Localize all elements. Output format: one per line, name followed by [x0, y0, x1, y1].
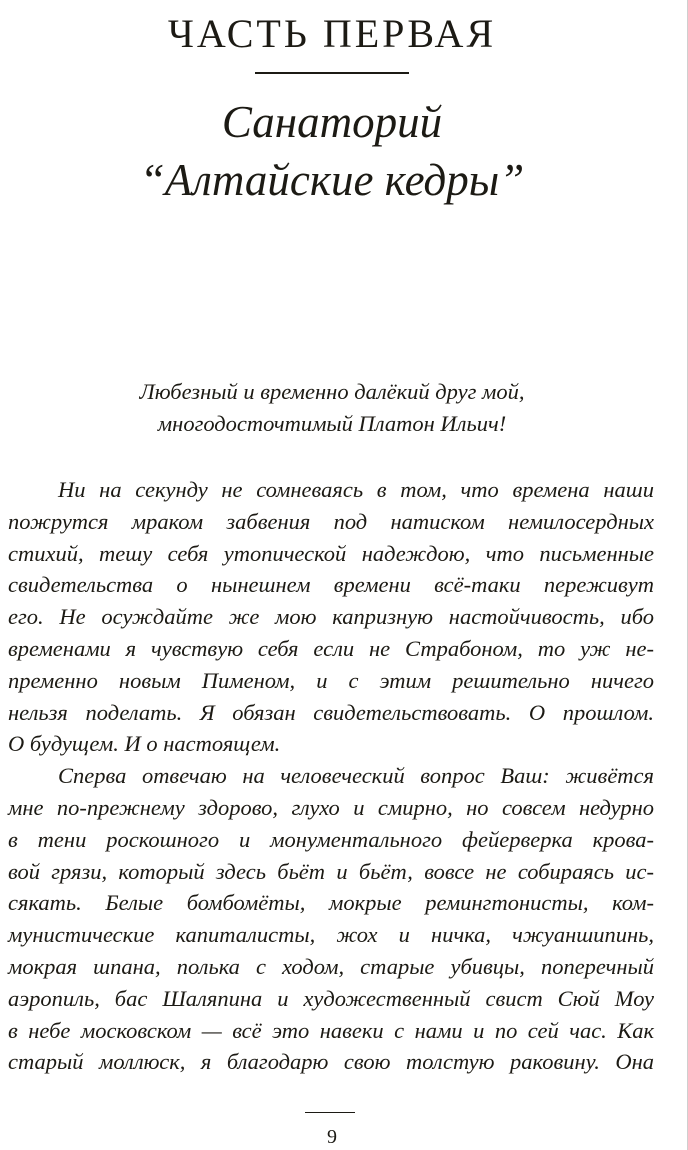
chapter-title-line-1: Санаторий [221, 97, 443, 147]
salutation-line-1: Любезный и временно далёкий друг мой, [139, 379, 525, 404]
text-line: мне по-прежнему здорово, глухо и смирно, но совсем недурно [8, 794, 654, 820]
text-line: в небе московском — всё это навеки с нами и по сей час. Как [8, 1017, 654, 1043]
text-line: временами я чувствую себя если не Страбоном, то уж не- [8, 635, 654, 661]
text-line: свидетельства о нынешнем времени всё-таки переживут [8, 572, 654, 598]
part-title: ЧАСТЬ ПЕРВАЯ [167, 11, 497, 56]
text-line: вой грязи, который здесь бьёт и бьёт, вовсе не собираясь ис- [8, 858, 654, 884]
text-line: нельзя поделать. Я обязан свидетельствовать. О прошлом. [8, 699, 654, 725]
text-line: его. Не осуждайте же мою капризную настойчивость, ибо [8, 604, 654, 630]
chapter-title-line-2: “Алтайские кедры” [139, 155, 525, 205]
text-line: Сперва отвечаю на человеческий вопрос Ваш: живётся [58, 763, 654, 789]
letter-body [8, 474, 654, 1078]
text-line: в тени роскошного и монументального фейерверка крова- [8, 826, 654, 852]
text-line: мунистические капиталисты, жох и ничка, чжуаншипинь, [8, 922, 654, 948]
text-line: старый моллюск, я благодарю свою толстую раковину. Она [8, 1049, 654, 1075]
text-line: аэропиль, бас Шаляпина и художественный свист Сюй Моу [8, 985, 654, 1011]
title-divider [255, 72, 409, 74]
text-line: О будущем. И о настоящем. [8, 731, 281, 757]
text-line: пожрутся мраком забвения под натиском немилосердных [8, 508, 654, 534]
text-line: мокрая шпана, полька с ходом, старые убивцы, поперечный [8, 953, 654, 979]
chapter-title [0, 93, 664, 209]
letter-salutation [0, 376, 664, 440]
text-line: сякать. Белые бомбомёты, мокрые ремингтонисты, ком- [8, 890, 654, 916]
text-line: Ни на секунду не сомневаясь в том, что времена наши [58, 477, 654, 502]
page-number: 9 [327, 1126, 337, 1148]
text-line: пременно новым Пименом, и с этим решительно ничего [8, 667, 654, 693]
text-line: стихий, тешу себя утопической надеждою, что письменные [8, 540, 654, 566]
folio-divider [305, 1112, 355, 1113]
salutation-line-2: многодосточтимый Платон Ильич! [157, 411, 507, 436]
